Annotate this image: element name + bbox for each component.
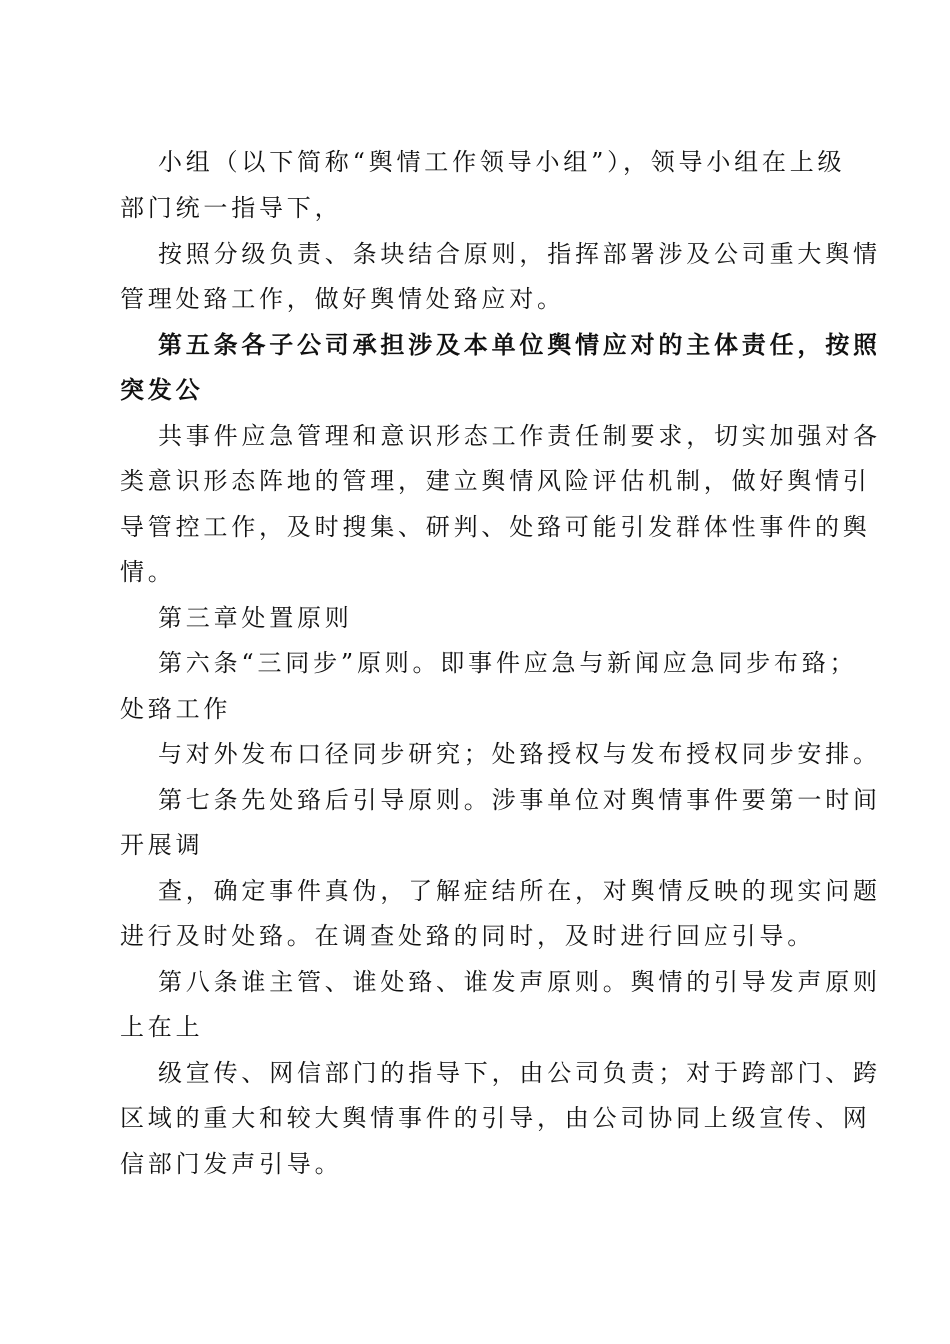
article-heading-line: 第六条“三同步”原则。即事件应急与新闻应急同步布臵；: [158, 649, 858, 677]
text-line: 按照分级负责、条块结合原则，指挥部署涉及公司重大舆情: [158, 240, 881, 268]
article-heading-line: 第七条先处臵后引导原则。涉事单位对舆情事件要第一时间: [158, 786, 881, 814]
article-heading-line: 第五条各子公司承担涉及本单位舆情应对的主体责任，按照: [158, 330, 881, 359]
text-line: 情。: [120, 558, 176, 586]
text-line: 共事件应急管理和意识形态工作责任制要求，切实加强对各: [158, 422, 881, 450]
article-heading-line: 第八条谁主管、谁处臵、谁发声原则。舆情的引导发声原则: [158, 968, 881, 996]
text-line: 小组（以下简称“舆情工作领导小组”），领导小组在上级: [158, 148, 846, 176]
text-line: 部门统一指导下，: [120, 194, 343, 222]
text-line: 管理处臵工作，做好舆情处臵应对。: [120, 285, 565, 313]
text-line: 进行及时处臵。在调查处臵的同时，及时进行回应引导。: [120, 922, 815, 950]
text-line: 开展调: [120, 831, 204, 859]
text-line: 上在上: [120, 1013, 204, 1041]
text-line: 查，确定事件真伪，了解症结所在，对舆情反映的现实问题: [158, 877, 881, 905]
text-line: 与对外发布口径同步研究；处臵授权与发布授权同步安排。: [158, 740, 881, 768]
text-line: 类意识形态阵地的管理，建立舆情风险评估机制，做好舆情引: [120, 467, 871, 495]
text-line: 突发公: [120, 375, 204, 404]
text-line: 导管控工作，及时搜集、研判、处臵可能引发群体性事件的舆: [120, 513, 871, 541]
text-line: 处臵工作: [120, 695, 232, 723]
chapter-heading: 第三章处置原则: [158, 604, 353, 632]
text-line: 信部门发声引导。: [120, 1150, 343, 1178]
text-line: 级宣传、网信部门的指导下，由公司负责；对于跨部门、跨: [158, 1059, 881, 1087]
text-line: 区域的重大和较大舆情事件的引导，由公司协同上级宣传、网: [120, 1104, 871, 1132]
